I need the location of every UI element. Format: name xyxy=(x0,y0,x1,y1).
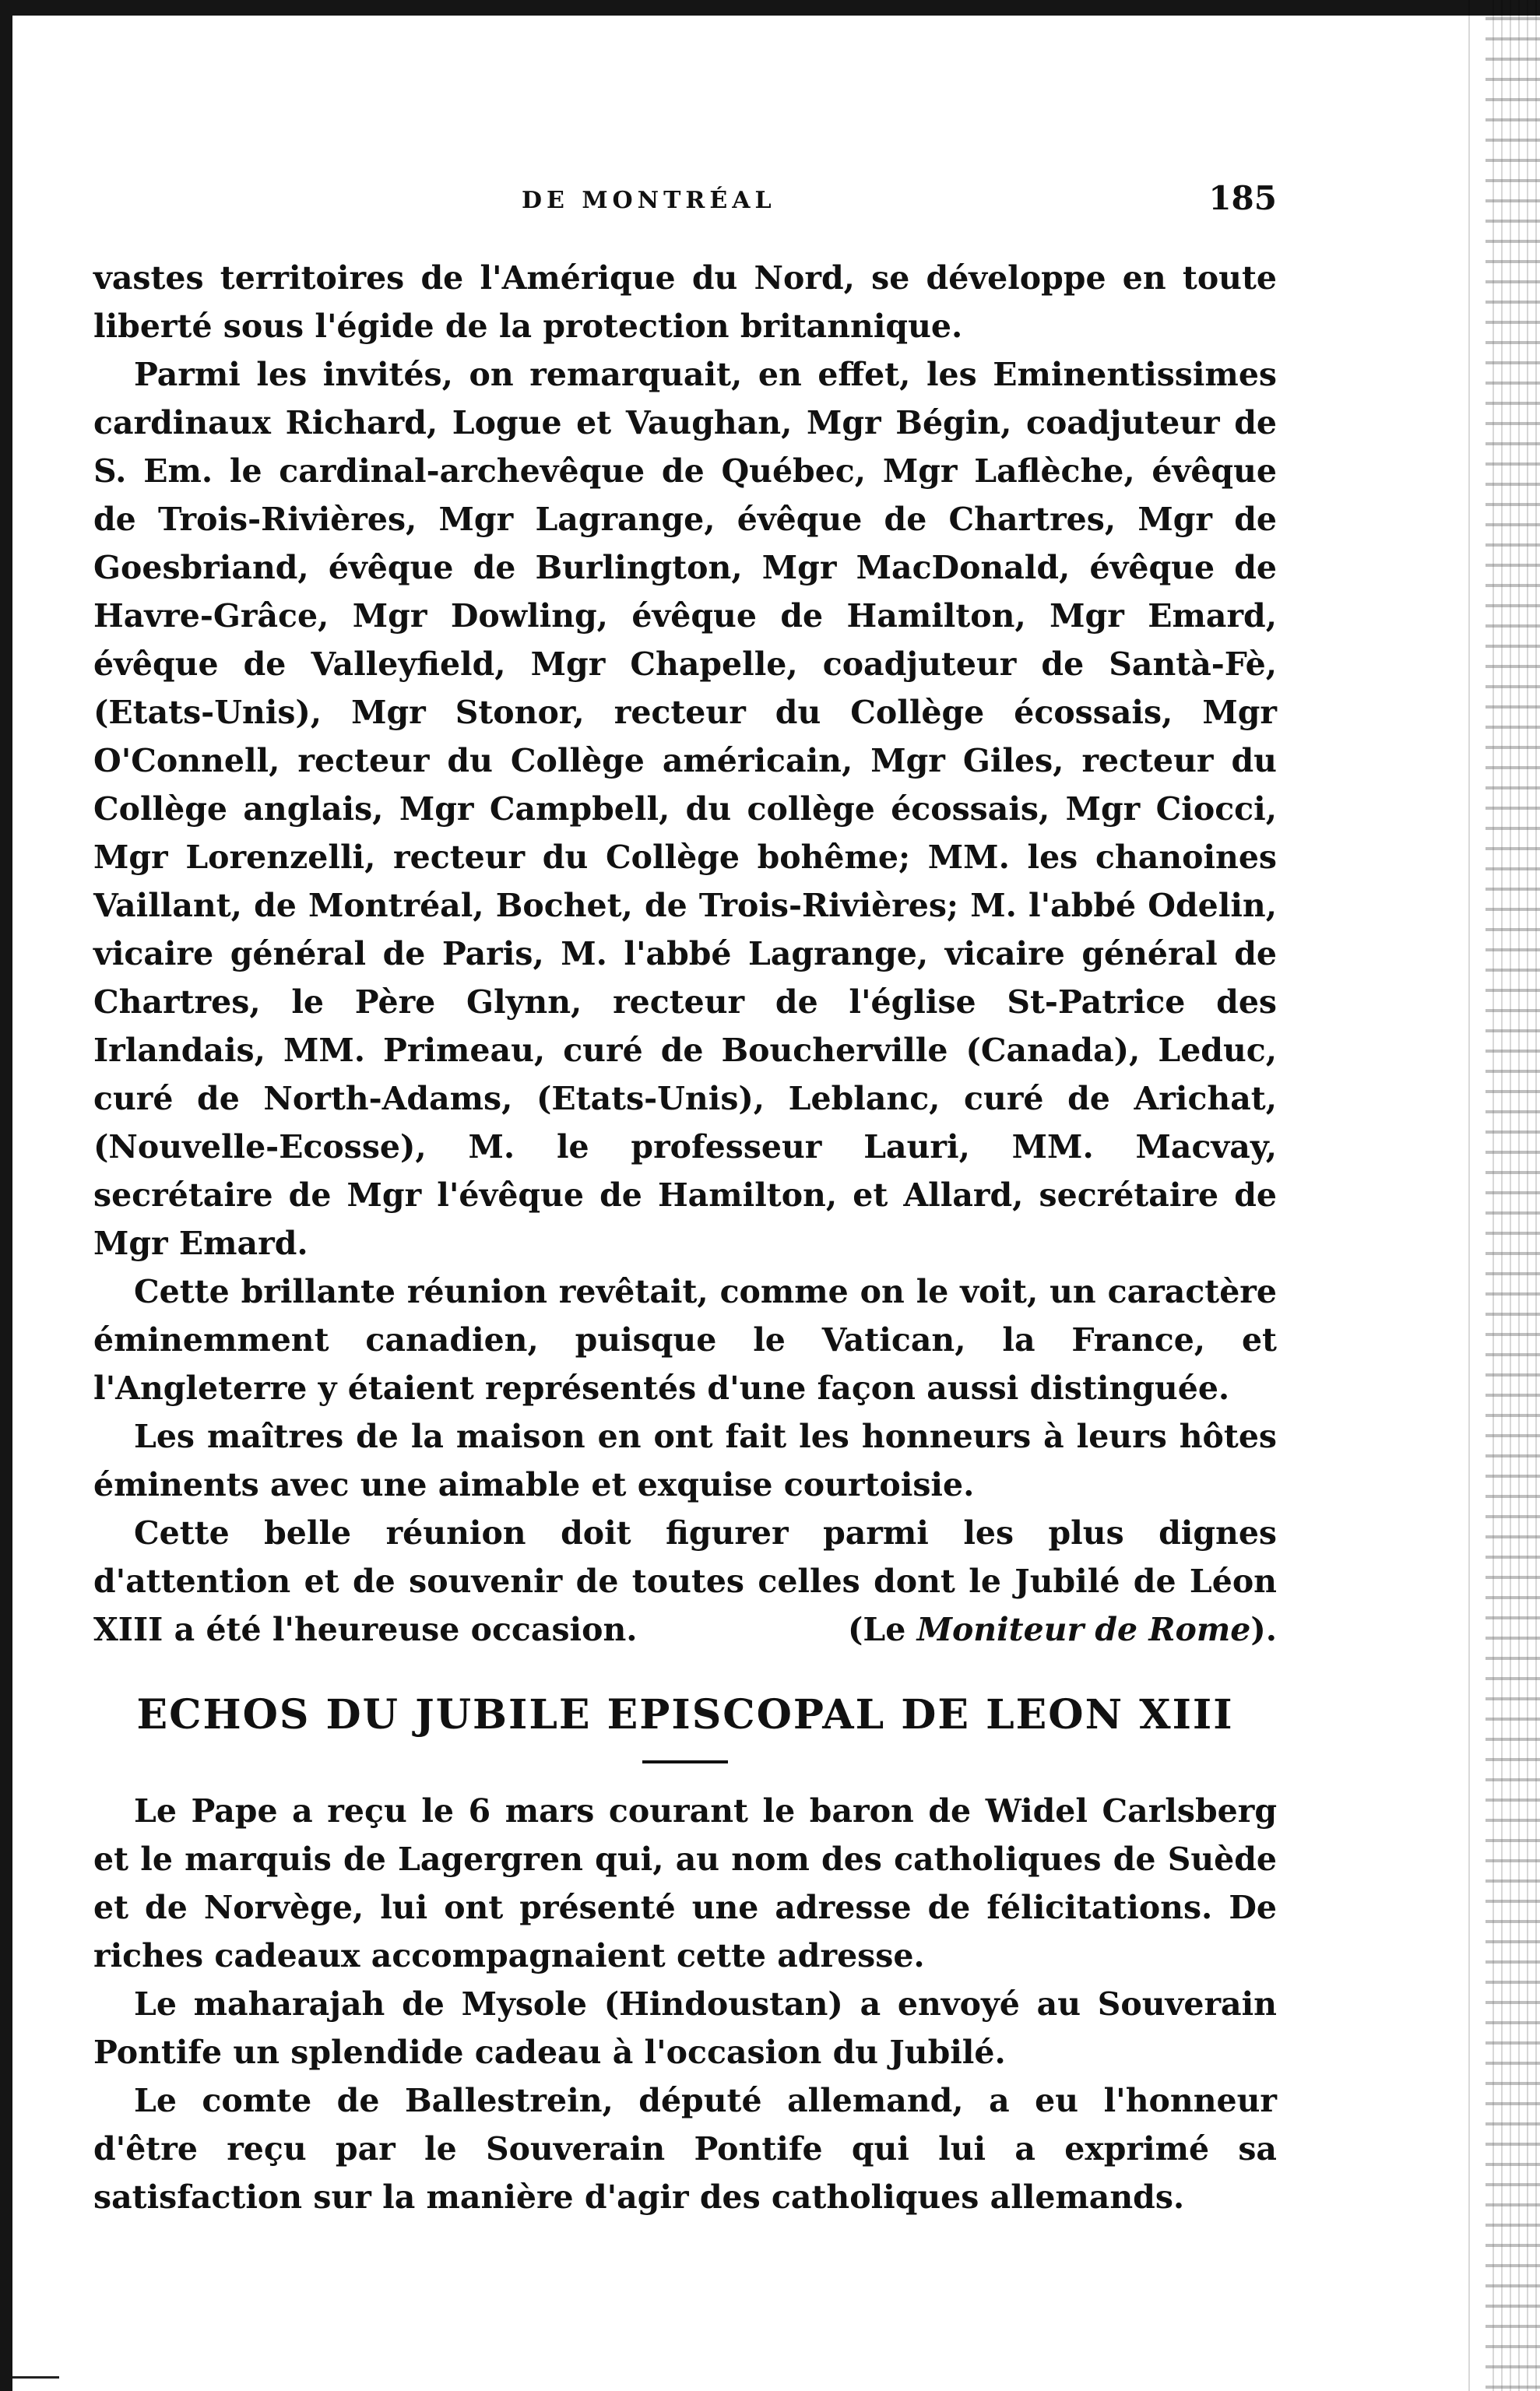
running-head xyxy=(93,179,1277,223)
paragraph-ballestrein: Le comte de Ballestrein, député allemand, a eu l'honneur d'être reçu par le Souverain Pontife qui lui a exprimé sa satisfaction sur la manière d'agir des catholiques allemands. xyxy=(93,2082,1277,2216)
section-body xyxy=(93,1787,1277,2221)
source-suffix: ). xyxy=(1250,1611,1277,1648)
source-prefix: (Le xyxy=(847,1611,917,1648)
paragraph-reunion xyxy=(93,1509,1277,1654)
paragraph-hosts: Les maîtres de la maison en ont fait les honneurs à leurs hôtes éminents avec une aimable et exquise courtoisie. xyxy=(93,1418,1277,1503)
paragraph-guests: Parmi les invités, on remarquait, en effet, les Eminentissimes cardinaux Richard, Logue et Vaughan, Mgr Bégin, coadjuteur de S. Em. le cardinal-archevêque de Québec, Mgr Laflèche, évêque de Trois-Rivières, Mgr Lagrange, évêque de Chartres, Mgr de Goesbriand, évêque de Burlington, Mgr MacDonald, évêque de Havre-Grâce, Mgr Dowling, évêque de Hamilton, Mgr Emard, évêque de Valleyfield, Mgr Chapelle, coadjuteur de Santà-Fè, (Etats-Unis), Mgr Stonor, recteur du Collège écossais, Mgr O'Connell, recteur du Collège américain, Mgr Giles, recteur du Collège anglais, Mgr Campbell, du collège écossais, Mgr Ciocci, Mgr Lorenzelli, recteur du Collège bohême; MM. les chanoines Vaillant, de Montréal, Bochet, de Trois-Rivières; M. l'abbé Odelin, vicaire général de Paris, M. l'abbé Lagrange, vicaire général de Chartres, le Père Glynn, recteur de l'église St-Patrice des Irlandais, MM. Primeau, curé de Boucherville (Canada), Leduc, curé de North-Adams, (Etats-Unis), Leblanc, curé de Arichat, (Nouvelle-Ecosse), M. le professeur Lauri, MM. Macvay, secrétaire de Mgr l'évêque de Hamilton, et Allard, secrétaire de Mgr Emard. xyxy=(93,356,1277,1262)
section-heading: ECHOS DU JUBILE EPISCOPAL DE LEON XIII xyxy=(136,1691,1234,1739)
paragraph-reunion-text: Cette belle réunion doit figurer parmi les plus dignes d'attention et de souvenir de toutes celles dont le Jubilé de Léon XIII a été l'heureuse occasion. xyxy=(93,1514,1277,1648)
scan-left-border xyxy=(0,0,12,2391)
page-number: 185 xyxy=(1208,179,1277,217)
paragraph-pope-received: Le Pape a reçu le 6 mars courant le baron de Widel Carlsberg et le marquis de Lagergren qui, au nom des catholiques de Suède et de Norvège, lui ont présenté une adresse de félicitations. De riches cadeaux accompagnaient cette adresse. xyxy=(93,1792,1277,1974)
section-divider xyxy=(642,1760,728,1763)
book-page xyxy=(93,179,1277,2221)
running-title: DE MONTRÉAL xyxy=(522,187,776,214)
scan-right-edge xyxy=(1486,0,1540,2391)
paragraph-maharajah: Le maharajah de Mysole (Hindoustan) a envoyé au Souverain Pontife un splendide cadeau à l'occasion du Jubilé. xyxy=(93,1985,1277,2071)
scan-top-border xyxy=(0,0,1540,16)
paragraph-continued: vastes territoires de l'Amérique du Nord, se développe en toute liberté sous l'égide de la protection britannique. xyxy=(93,259,1277,345)
source-title: Moniteur de Rome xyxy=(916,1611,1251,1648)
scan-right-rule xyxy=(1468,0,1470,2391)
article-body xyxy=(93,254,1277,1654)
paragraph-character: Cette brillante réunion revêtait, comme on le voit, un caractère éminemment canadien, puisque le Vatican, la France, et l'Angleterre y étaient représentés d'une façon aussi distinguée. xyxy=(93,1273,1277,1407)
scan-bottom-mark xyxy=(12,2376,59,2379)
source-citation xyxy=(807,1605,1277,1654)
